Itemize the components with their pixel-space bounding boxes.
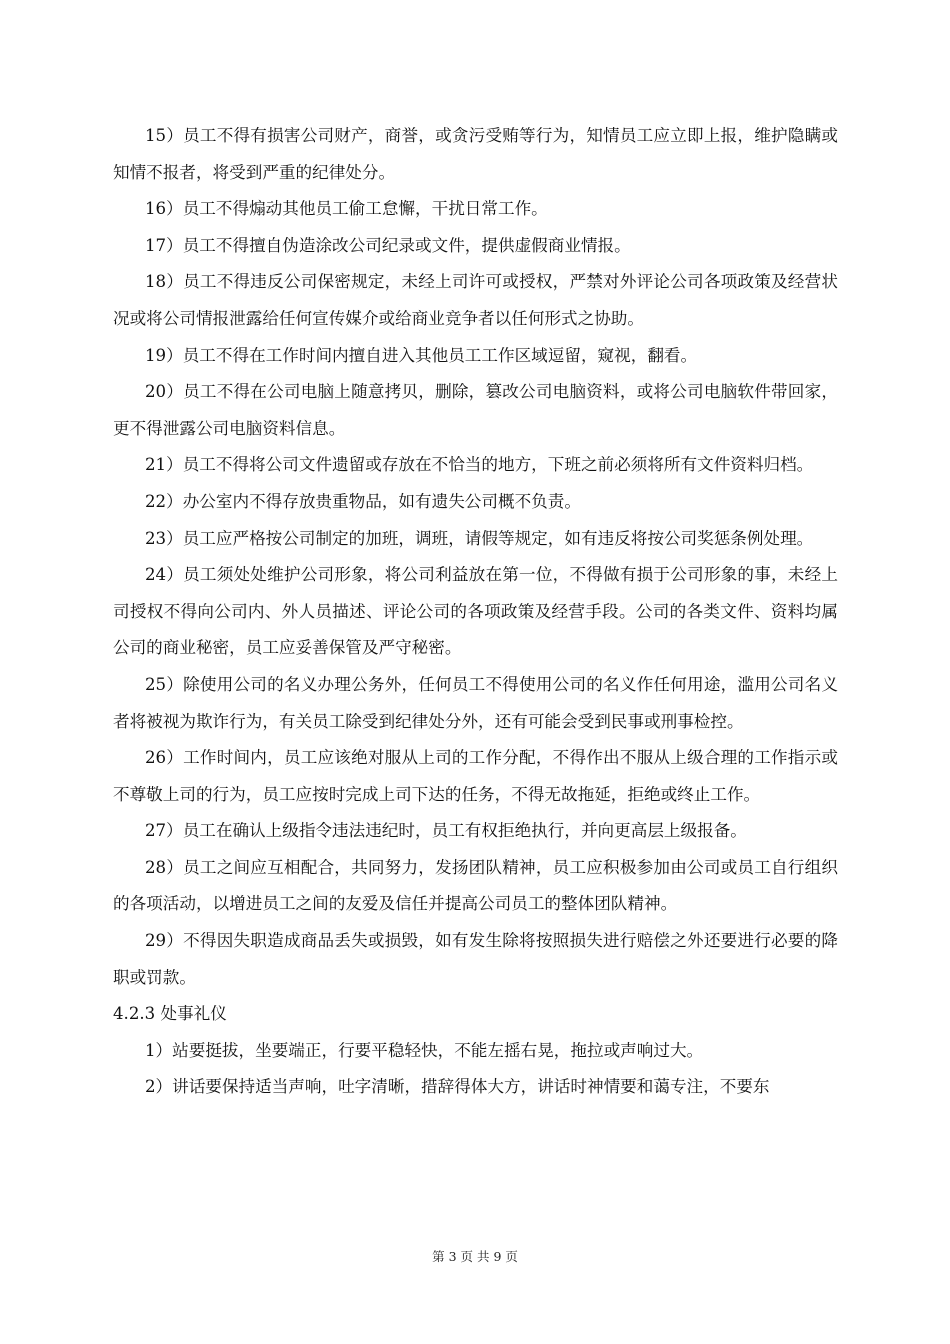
- rule-item-24: 24）员工须处处维护公司形象，将公司利益放在第一位，不得做有损于公司形象的事，未经上司授权不得向公司内、外人员描述、评论公司的各项政策及经营手段。公司的各类文件、资料均属公司的商业秘密，员工应妥善保管及严守秘密。: [113, 565, 838, 658]
- rule-item-28: 28）员工之间应互相配合，共同努力，发扬团队精神，员工应积极参加由公司或员工自行组织的各项活动，以增进员工之间的友爱及信任并提高公司员工的整体团队精神。: [113, 857, 838, 914]
- rule-item-22: 22）办公室内不得存放贵重物品，如有遗失公司概不负责。: [145, 491, 581, 511]
- etiquette-item-1: 1）站要挺拔，坐要端正，行要平稳轻快，不能左摇右晃，拖拉或声响过大。: [145, 1040, 704, 1060]
- rule-item-21: 21）员工不得将公司文件遗留或存放在不恰当的地方，下班之前必须将所有文件资料归档。: [145, 455, 814, 475]
- rule-item-29: 29）不得因失职造成商品丢失或损毁，如有发生除将按照损失进行赔偿之外还要进行必要的降职或罚款。: [113, 931, 838, 987]
- rule-item-16: 16）员工不得煽动其他员工偷工怠懈，干扰日常工作。: [145, 199, 548, 219]
- section-heading: 4.2.3 处事礼仪: [113, 1004, 227, 1024]
- rule-item-27: 27）员工在确认上级指令违法违纪时，员工有权拒绝执行，并向更高层上级报备。: [145, 821, 747, 841]
- rule-item-15: 15）员工不得有损害公司财产，商誉，或贪污受贿等行为，知情员工应立即上报，维护隐瞒或知情不报者，将受到严重的纪律处分。: [113, 126, 838, 182]
- rule-item-18: 18）员工不得违反公司保密规定，未经上司许可或授权，严禁对外评论公司各项政策及经营状况或将公司情报泄露给任何宣传媒介或给商业竞争者以任何形式之协助。: [113, 272, 838, 328]
- rule-item-23: 23）员工应严格按公司制定的加班，调班，请假等规定，如有违反将按公司奖惩条例处理。: [145, 528, 814, 548]
- page-footer: 第 3 页 共 9 页: [432, 1249, 518, 1264]
- rule-item-20: 20）员工不得在公司电脑上随意拷贝，删除，篡改公司电脑资料，或将公司电脑软件带回家，更不得泄露公司电脑资料信息。: [113, 382, 838, 438]
- rule-item-25: 25）除使用公司的名义办理公务外，任何员工不得使用公司的名义作任何用途，滥用公司名义者将被视为欺诈行为，有关员工除受到纪律处分外，还有可能会受到民事或刑事检控。: [113, 674, 838, 731]
- rule-item-26: 26）工作时间内，员工应该绝对服从上司的工作分配，不得作出不服从上级合理的工作指示或不尊敬上司的行为，员工应按时完成上司下达的任务，不得无故拖延，拒绝或终止工作。: [113, 748, 838, 804]
- rule-item-19: 19）员工不得在工作时间内擅自进入其他员工工作区域逗留，窥视，翻看。: [145, 345, 698, 365]
- rule-item-17: 17）员工不得擅自伪造涂改公司纪录或文件，提供虚假商业情报。: [145, 235, 631, 255]
- etiquette-item-2: 2）讲话要保持适当声响，吐字清晰，措辞得体大方，讲话时神情要和蔼专注，不要东: [145, 1077, 770, 1097]
- document-body: [113, 118, 838, 1106]
